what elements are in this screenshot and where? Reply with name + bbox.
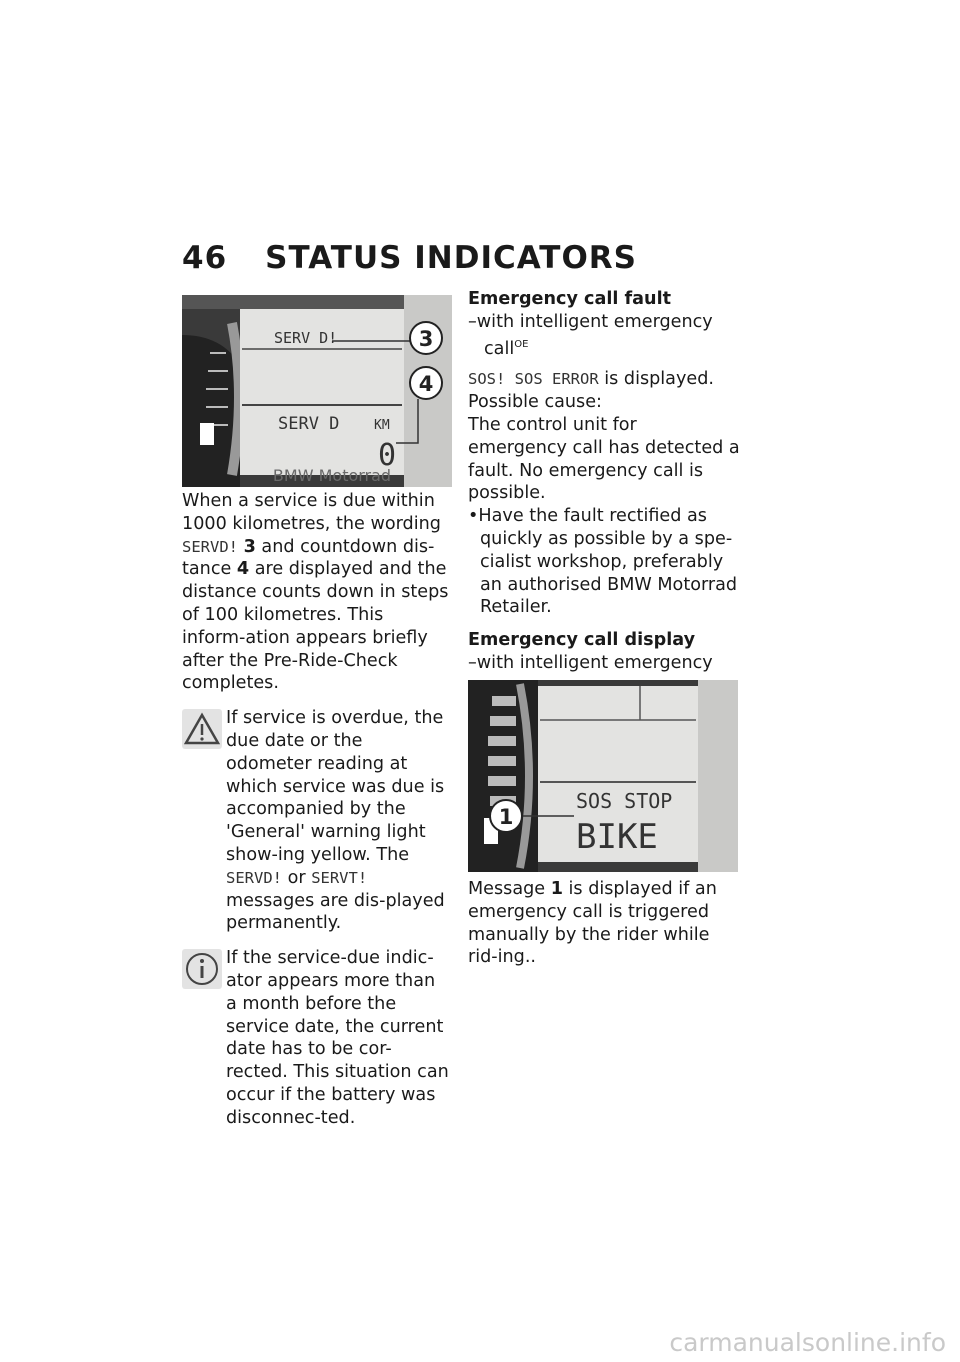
bullet-item: •Have the fault rectified as quickly as possible by a spe-cialist workshop, preferably an authorised BMW Motorrad Retailer. xyxy=(468,506,738,618)
left-column xyxy=(182,490,450,1130)
callout-3: 3 xyxy=(418,327,434,351)
display-condition: –with intelligent emergency xyxy=(468,652,713,673)
message-paragraph: Message 1 is displayed if an emergency call is triggered manually by the rider while rid-ing.. xyxy=(468,879,717,968)
brand-label: BMW Motorrad xyxy=(272,466,392,485)
warning-note: If service is overdue, the due date or the odometer reading at which service was due is accompanied by the 'General' warning light show-ing yellow. The SERVD! or SERVT! messages are dis-played permanently. xyxy=(182,707,450,935)
service-paragraph: When a service is due within 1000 kilometres, the wording SERVD! 3 and countdown dis-tance 4 are displayed and the distance counts down in steps of 100 kilometres. This inform-ation appears briefly after the Pre-Ride-Check completes. xyxy=(182,491,449,694)
right-column xyxy=(468,288,740,702)
cause-text: The control unit for emergency call has detected a fault. No emergency call is possible. xyxy=(468,414,740,504)
sos-display-figure xyxy=(468,680,738,872)
page-number: 46 xyxy=(182,240,228,276)
cause-label: Possible cause: xyxy=(468,392,602,413)
watermark: carmanualsonline.info xyxy=(669,1328,946,1357)
heading-emergency-display: Emergency call display xyxy=(468,630,696,651)
page-title: STATUS INDICATORS xyxy=(265,240,638,276)
callout-1: 1 xyxy=(498,805,514,829)
fault-condition: –with intelligent emergency call$^{OE}$ xyxy=(468,311,713,359)
fault-message: SOS! SOS ERROR is displayed. xyxy=(468,369,714,390)
display-unit: KM xyxy=(374,418,390,433)
info-note: If the service-due indic-ator appears more than a month before the service date, the current date has to be cor-rected. This situation can occur if the battery was disconnec-ted. xyxy=(182,947,450,1129)
display-sos-stop: SOS STOP xyxy=(576,789,673,813)
info-icon xyxy=(182,949,222,989)
display-serv-bottom: SERV D xyxy=(278,414,340,434)
page-header xyxy=(182,240,637,276)
display-value: 0 xyxy=(378,438,397,473)
warning-triangle-icon xyxy=(182,709,222,749)
callout-4: 4 xyxy=(418,372,434,396)
service-display-figure xyxy=(182,295,452,487)
display-bike: BIKE xyxy=(576,817,658,857)
heading-emergency-fault: Emergency call fault xyxy=(468,289,672,309)
display-serv-top: SERV D! xyxy=(274,329,338,347)
